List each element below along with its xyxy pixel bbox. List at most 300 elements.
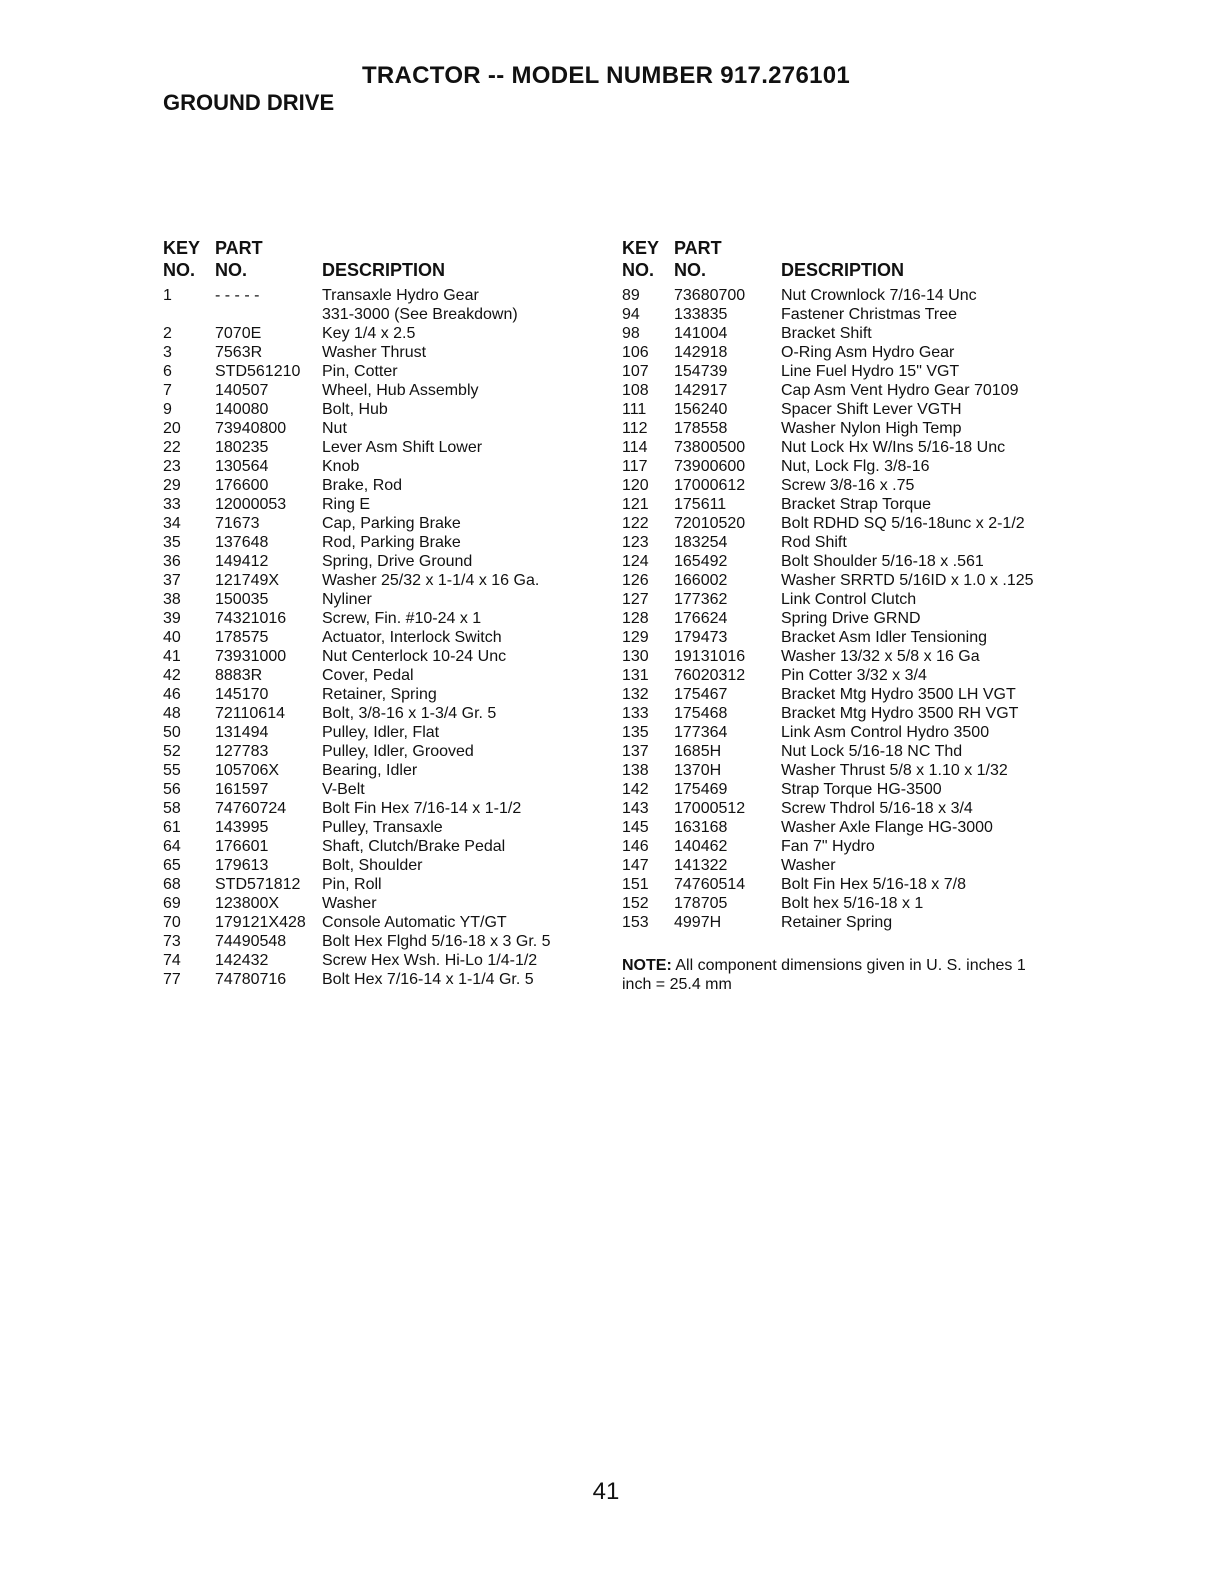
page-number: 41 <box>592 1478 620 1505</box>
description-cell: Rod, Parking Brake <box>322 534 461 551</box>
table-row <box>163 324 603 343</box>
table-row <box>163 666 603 685</box>
key-no-cell: 36 <box>163 553 181 570</box>
description-cell: Pin, Roll <box>322 876 382 893</box>
description-cell: Actuator, Interlock Switch <box>322 629 502 646</box>
key-no-cell: 132 <box>622 686 649 703</box>
description-header: DESCRIPTION <box>781 260 905 280</box>
key-no-cell: 138 <box>622 762 649 779</box>
key-no-cell: 111 <box>622 401 647 418</box>
column-headers <box>622 238 1082 286</box>
part-no-cell: 123800X <box>215 895 280 912</box>
table-row <box>622 343 1082 362</box>
description-cell: Nut Lock 5/16-18 NC Thd <box>781 743 963 760</box>
part-no-cell: 74760724 <box>215 800 287 817</box>
description-cell: Washer <box>322 895 377 912</box>
table-row <box>163 742 603 761</box>
part-no-cell: 73940800 <box>215 420 287 437</box>
description-cell: Retainer, Spring <box>322 686 437 703</box>
table-row <box>163 856 603 875</box>
table-row <box>163 381 603 400</box>
table-row <box>622 894 1082 913</box>
key-no-cell: 6 <box>163 363 172 380</box>
part-no-cell: 179613 <box>215 857 269 874</box>
description-cell: Spacer Shift Lever VGTH <box>781 401 962 418</box>
part-no-cell: 130564 <box>215 458 269 475</box>
part-header: PART <box>215 238 263 258</box>
part-no-cell: 1370H <box>674 762 722 779</box>
key-no-cell: 20 <box>163 420 181 437</box>
key-no-cell: 22 <box>163 439 181 456</box>
key-no-header: NO. <box>622 260 655 280</box>
key-no-cell: 126 <box>622 572 649 589</box>
part-no-cell: 131494 <box>215 724 269 741</box>
key-no-cell: 135 <box>622 724 649 741</box>
description-cell: Pulley, Idler, Grooved <box>322 743 474 760</box>
table-row <box>163 970 603 989</box>
description-cell: Retainer Spring <box>781 914 893 931</box>
description-cell: Bolt, Hub <box>322 401 388 418</box>
key-no-cell: 7 <box>163 382 172 399</box>
table-row <box>622 856 1082 875</box>
description-cell: Strap Torque HG-3500 <box>781 781 942 798</box>
key-no-cell: 98 <box>622 325 640 342</box>
table-row <box>163 723 603 742</box>
description-cell: Washer Nylon High Temp <box>781 420 962 437</box>
part-no-cell: 177364 <box>674 724 728 741</box>
description-cell: Bolt Hex 7/16-14 x 1-1/4 Gr. 5 <box>322 971 534 988</box>
description-cell: Fastener Christmas Tree <box>781 306 958 323</box>
key-no-cell: 35 <box>163 534 181 551</box>
key-no-cell: 64 <box>163 838 181 855</box>
description-cell: Bearing, Idler <box>322 762 418 779</box>
table-row <box>622 875 1082 894</box>
table-row <box>622 913 1082 932</box>
table-row <box>622 628 1082 647</box>
table-row <box>163 552 603 571</box>
key-no-cell: 143 <box>622 800 649 817</box>
part-no-cell: 137648 <box>215 534 269 551</box>
key-no-cell: 38 <box>163 591 181 608</box>
part-no-cell: 7070E <box>215 325 262 342</box>
part-no-cell: 141004 <box>674 325 728 342</box>
key-no-cell: 112 <box>622 420 648 437</box>
description-cell: Pulley, Transaxle <box>322 819 443 836</box>
table-row <box>622 666 1082 685</box>
description-cell: Bolt, 3/8-16 x 1-3/4 Gr. 5 <box>322 705 497 722</box>
key-header: KEY <box>622 238 660 258</box>
table-row <box>163 913 603 932</box>
part-no-cell: 183254 <box>674 534 728 551</box>
table-row <box>622 609 1082 628</box>
table-row <box>622 476 1082 495</box>
part-no-cell: 165492 <box>674 553 728 570</box>
description-cell: Key 1/4 x 2.5 <box>322 325 416 342</box>
table-row <box>163 818 603 837</box>
table-row <box>163 628 603 647</box>
table-row <box>163 400 603 419</box>
description-cell: Bolt Shoulder 5/16-18 x .561 <box>781 553 984 570</box>
table-row <box>163 514 603 533</box>
key-no-cell: 145 <box>622 819 649 836</box>
key-no-cell: 120 <box>622 477 649 494</box>
part-no-cell: 74490548 <box>215 933 287 950</box>
key-no-cell: 56 <box>163 781 181 798</box>
key-no-cell: 130 <box>622 648 649 665</box>
table-row <box>163 438 603 457</box>
description-cell: Brake, Rod <box>322 477 403 494</box>
part-no-cell: STD561210 <box>215 363 301 380</box>
description-cell: Bolt Fin Hex 7/16-14 x 1-1/2 <box>322 800 522 817</box>
table-row <box>622 324 1082 343</box>
part-no-cell: 161597 <box>215 781 269 798</box>
part-no-cell: 19131016 <box>674 648 746 665</box>
part-no-cell: - - - - - <box>215 287 260 304</box>
table-row <box>622 704 1082 723</box>
key-no-cell: 108 <box>622 382 649 399</box>
part-no-cell: 74321016 <box>215 610 287 627</box>
description-cell: Bolt hex 5/16-18 x 1 <box>781 895 924 912</box>
part-no-cell: 156240 <box>674 401 728 418</box>
description-cell: Fan 7" Hydro <box>781 838 875 855</box>
part-no-cell: 140080 <box>215 401 269 418</box>
table-row <box>163 286 603 305</box>
table-row <box>622 742 1082 761</box>
description-cell: Link Control Clutch <box>781 591 917 608</box>
key-no-cell: 58 <box>163 800 181 817</box>
table-row <box>163 476 603 495</box>
description-cell: Rod Shift <box>781 534 847 551</box>
part-no-cell: 140462 <box>674 838 728 855</box>
key-no-cell: 74 <box>163 952 181 969</box>
description-cell: Lever Asm Shift Lower <box>322 439 483 456</box>
key-no-cell: 42 <box>163 667 181 684</box>
part-no-header: NO. <box>215 260 248 280</box>
description-cell: Bolt Hex Flghd 5/16-18 x 3 Gr. 5 <box>322 933 551 950</box>
table-row <box>163 932 603 951</box>
part-no-cell: 179121X428 <box>215 914 306 931</box>
description-cell: Knob <box>322 458 360 475</box>
key-no-cell: 133 <box>622 705 649 722</box>
table-row <box>163 685 603 704</box>
part-no-cell: 17000512 <box>674 800 746 817</box>
table-row <box>163 590 603 609</box>
key-no-cell: 73 <box>163 933 181 950</box>
part-no-cell: 178575 <box>215 629 269 646</box>
key-no-cell: 68 <box>163 876 181 893</box>
table-row <box>163 875 603 894</box>
part-no-cell: 142918 <box>674 344 728 361</box>
part-no-header: NO. <box>674 260 707 280</box>
table-row <box>163 799 603 818</box>
table-row <box>163 305 603 324</box>
key-header: KEY <box>163 238 201 258</box>
key-no-cell: 114 <box>622 439 648 456</box>
table-row <box>622 780 1082 799</box>
key-no-cell: 40 <box>163 629 181 646</box>
part-no-cell: 73680700 <box>674 287 746 304</box>
key-no-header: NO. <box>163 260 196 280</box>
part-no-cell: 166002 <box>674 572 728 589</box>
part-no-cell: 154739 <box>674 363 728 380</box>
key-no-cell: 70 <box>163 914 181 931</box>
part-no-cell: 76020312 <box>674 667 746 684</box>
description-cell: Washer 13/32 x 5/8 x 16 Ga <box>781 648 980 665</box>
part-no-cell: 73931000 <box>215 648 287 665</box>
part-no-cell: 177362 <box>674 591 728 608</box>
description-cell: 331-3000 (See Breakdown) <box>322 306 518 323</box>
key-no-cell: 46 <box>163 686 181 703</box>
description-cell: Cap, Parking Brake <box>322 515 461 532</box>
key-no-cell: 29 <box>163 477 181 494</box>
description-cell: Ring E <box>322 496 371 513</box>
part-no-cell: STD571812 <box>215 876 301 893</box>
part-no-cell: 7563R <box>215 344 263 361</box>
part-no-cell: 74780716 <box>215 971 287 988</box>
table-row <box>622 419 1082 438</box>
table-row <box>622 400 1082 419</box>
part-no-cell: 178558 <box>674 420 728 437</box>
key-no-cell: 121 <box>622 496 649 513</box>
table-row <box>622 685 1082 704</box>
part-no-cell: 176600 <box>215 477 269 494</box>
key-no-cell: 152 <box>622 895 649 912</box>
key-no-cell: 146 <box>622 838 649 855</box>
description-cell: Wheel, Hub Assembly <box>322 382 479 399</box>
part-no-cell: 175469 <box>674 781 728 798</box>
key-no-cell: 52 <box>163 743 181 760</box>
description-cell: Nut Lock Hx W/Ins 5/16-18 Unc <box>781 439 1006 456</box>
key-no-cell: 55 <box>163 762 181 779</box>
parts-list-right <box>622 238 1082 932</box>
description-cell: Cap Asm Vent Hydro Gear 70109 <box>781 382 1019 399</box>
part-no-cell: 121749X <box>215 572 280 589</box>
part-no-cell: 175611 <box>674 496 727 513</box>
key-no-cell: 137 <box>622 743 649 760</box>
part-header: PART <box>674 238 722 258</box>
table-row <box>163 457 603 476</box>
parts-rows <box>163 286 603 989</box>
description-cell: Washer Thrust 5/8 x 1.10 x 1/32 <box>781 762 1008 779</box>
part-no-cell: 12000053 <box>215 496 287 513</box>
table-row <box>163 761 603 780</box>
table-row <box>622 571 1082 590</box>
part-no-cell: 143995 <box>215 819 269 836</box>
key-no-cell: 34 <box>163 515 181 532</box>
note-text: All component dimensions given in U. S. inches 1 inch = 25.4 mm <box>622 957 1026 993</box>
key-no-cell: 153 <box>622 914 649 931</box>
key-no-cell: 142 <box>622 781 649 798</box>
key-no-cell: 2 <box>163 325 172 342</box>
description-cell: Washer Thrust <box>322 344 427 361</box>
table-row <box>163 419 603 438</box>
description-cell: Nut, Lock Flg. 3/8-16 <box>781 458 930 475</box>
part-no-cell: 4997H <box>674 914 722 931</box>
key-no-cell: 48 <box>163 705 181 722</box>
note-label: NOTE: <box>622 957 672 974</box>
description-cell: Washer Axle Flange HG-3000 <box>781 819 993 836</box>
description-cell: Link Asm Control Hydro 3500 <box>781 724 990 741</box>
description-cell: Washer 25/32 x 1-1/4 x 16 Ga. <box>322 572 540 589</box>
key-no-cell: 94 <box>622 306 640 323</box>
description-cell: Spring, Drive Ground <box>322 553 473 570</box>
table-row <box>622 305 1082 324</box>
description-cell: Pin Cotter 3/32 x 3/4 <box>781 667 927 684</box>
table-row <box>622 723 1082 742</box>
description-cell: Nut Crownlock 7/16-14 Unc <box>781 287 977 304</box>
description-header: DESCRIPTION <box>322 260 446 280</box>
table-row <box>163 495 603 514</box>
part-no-cell: 8883R <box>215 667 263 684</box>
description-cell: Bolt Fin Hex 5/16-18 x 7/8 <box>781 876 966 893</box>
description-cell: Pin, Cotter <box>322 363 398 380</box>
table-row <box>622 514 1082 533</box>
part-no-cell: 127783 <box>215 743 269 760</box>
table-row <box>622 438 1082 457</box>
description-cell: Bracket Mtg Hydro 3500 LH VGT <box>781 686 1016 703</box>
table-row <box>163 533 603 552</box>
description-cell: Bracket Mtg Hydro 3500 RH VGT <box>781 705 1019 722</box>
table-row <box>163 609 603 628</box>
key-no-cell: 129 <box>622 629 649 646</box>
description-cell: Nyliner <box>322 591 372 608</box>
part-no-cell: 176624 <box>674 610 728 627</box>
part-no-cell: 163168 <box>674 819 728 836</box>
table-row <box>622 837 1082 856</box>
part-no-cell: 141322 <box>674 857 728 874</box>
table-row <box>622 362 1082 381</box>
key-no-cell: 23 <box>163 458 181 475</box>
key-no-cell: 9 <box>163 401 172 418</box>
part-no-cell: 142432 <box>215 952 269 969</box>
table-row <box>622 647 1082 666</box>
column-headers <box>163 238 603 286</box>
key-no-cell: 41 <box>163 648 181 665</box>
table-row <box>622 286 1082 305</box>
part-no-cell: 179473 <box>674 629 728 646</box>
key-no-cell: 127 <box>622 591 649 608</box>
part-no-cell: 178705 <box>674 895 728 912</box>
table-row <box>163 704 603 723</box>
key-no-cell: 3 <box>163 344 172 361</box>
parts-list-left <box>163 238 603 989</box>
key-no-cell: 37 <box>163 572 181 589</box>
part-no-cell: 72110614 <box>215 705 285 722</box>
description-cell: Shaft, Clutch/Brake Pedal <box>322 838 506 855</box>
key-no-cell: 106 <box>622 344 649 361</box>
description-cell: Nut Centerlock 10-24 Unc <box>322 648 507 665</box>
description-cell: Bracket Strap Torque <box>781 496 932 513</box>
part-no-cell: 17000612 <box>674 477 746 494</box>
part-no-cell: 145170 <box>215 686 269 703</box>
table-row <box>163 343 603 362</box>
description-cell: Screw Hex Wsh. Hi-Lo 1/4-1/2 <box>322 952 538 969</box>
description-cell: Pulley, Idler, Flat <box>322 724 440 741</box>
table-row <box>163 837 603 856</box>
part-no-cell: 140507 <box>215 382 269 399</box>
table-row <box>622 457 1082 476</box>
part-no-cell: 142917 <box>674 382 728 399</box>
table-row <box>622 818 1082 837</box>
description-cell: Bolt, Shoulder <box>322 857 423 874</box>
key-no-cell: 33 <box>163 496 181 513</box>
key-no-cell: 69 <box>163 895 181 912</box>
key-no-cell: 89 <box>622 287 640 304</box>
part-no-cell: 105706X <box>215 762 280 779</box>
key-no-cell: 117 <box>622 458 648 475</box>
description-cell: Line Fuel Hydro 15" VGT <box>781 363 960 380</box>
description-cell: V-Belt <box>322 781 365 798</box>
part-no-cell: 72010520 <box>674 515 746 532</box>
description-cell: Screw 3/8-16 x .75 <box>781 477 915 494</box>
key-no-cell: 77 <box>163 971 181 988</box>
key-no-cell: 128 <box>622 610 649 627</box>
key-no-cell: 107 <box>622 363 649 380</box>
table-row <box>163 647 603 666</box>
parts-rows <box>622 286 1082 932</box>
description-cell: Washer SRRTD 5/16ID x 1.0 x .125 <box>781 572 1034 589</box>
key-no-cell: 151 <box>622 876 649 893</box>
description-cell: Transaxle Hydro Gear <box>322 287 479 304</box>
table-row <box>622 761 1082 780</box>
part-no-cell: 176601 <box>215 838 269 855</box>
part-no-cell: 175468 <box>674 705 728 722</box>
part-no-cell: 180235 <box>215 439 269 456</box>
page-title: TRACTOR -- MODEL NUMBER 917.276101 <box>361 62 851 89</box>
table-row <box>622 533 1082 552</box>
part-no-cell: 175467 <box>674 686 728 703</box>
table-row <box>163 780 603 799</box>
key-no-cell: 123 <box>622 534 649 551</box>
part-no-cell: 133835 <box>674 306 728 323</box>
key-no-cell: 65 <box>163 857 181 874</box>
description-cell: Bracket Asm Idler Tensioning <box>781 629 988 646</box>
table-row <box>163 951 603 970</box>
section-title: GROUND DRIVE <box>163 90 335 115</box>
key-no-cell: 124 <box>622 553 649 570</box>
table-row <box>622 799 1082 818</box>
description-cell: Console Automatic YT/GT <box>322 914 507 931</box>
description-cell: Bracket Shift <box>781 325 872 342</box>
table-row <box>622 552 1082 571</box>
description-cell: Screw, Fin. #10-24 x 1 <box>322 610 482 627</box>
key-no-cell: 131 <box>622 667 649 684</box>
part-no-cell: 73900600 <box>674 458 746 475</box>
table-row <box>622 495 1082 514</box>
part-no-cell: 1685H <box>674 743 722 760</box>
key-no-cell: 61 <box>163 819 181 836</box>
table-row <box>622 381 1082 400</box>
key-no-cell: 147 <box>622 857 649 874</box>
description-cell: Screw Thdrol 5/16-18 x 3/4 <box>781 800 973 817</box>
part-no-cell: 71673 <box>215 515 260 532</box>
part-no-cell: 149412 <box>215 553 269 570</box>
table-row <box>163 894 603 913</box>
part-no-cell: 74760514 <box>674 876 746 893</box>
key-no-cell: 50 <box>163 724 181 741</box>
key-no-cell: 1 <box>163 287 172 304</box>
description-cell: O-Ring Asm Hydro Gear <box>781 344 955 361</box>
key-no-cell: 122 <box>622 515 649 532</box>
dimension-note <box>622 956 1042 994</box>
description-cell: Nut <box>322 420 347 437</box>
part-no-cell: 73800500 <box>674 439 746 456</box>
description-cell: Spring Drive GRND <box>781 610 921 627</box>
table-row <box>163 362 603 381</box>
key-no-cell: 39 <box>163 610 181 627</box>
part-no-cell: 150035 <box>215 591 269 608</box>
description-cell: Bolt RDHD SQ 5/16-18unc x 2-1/2 <box>781 515 1025 532</box>
